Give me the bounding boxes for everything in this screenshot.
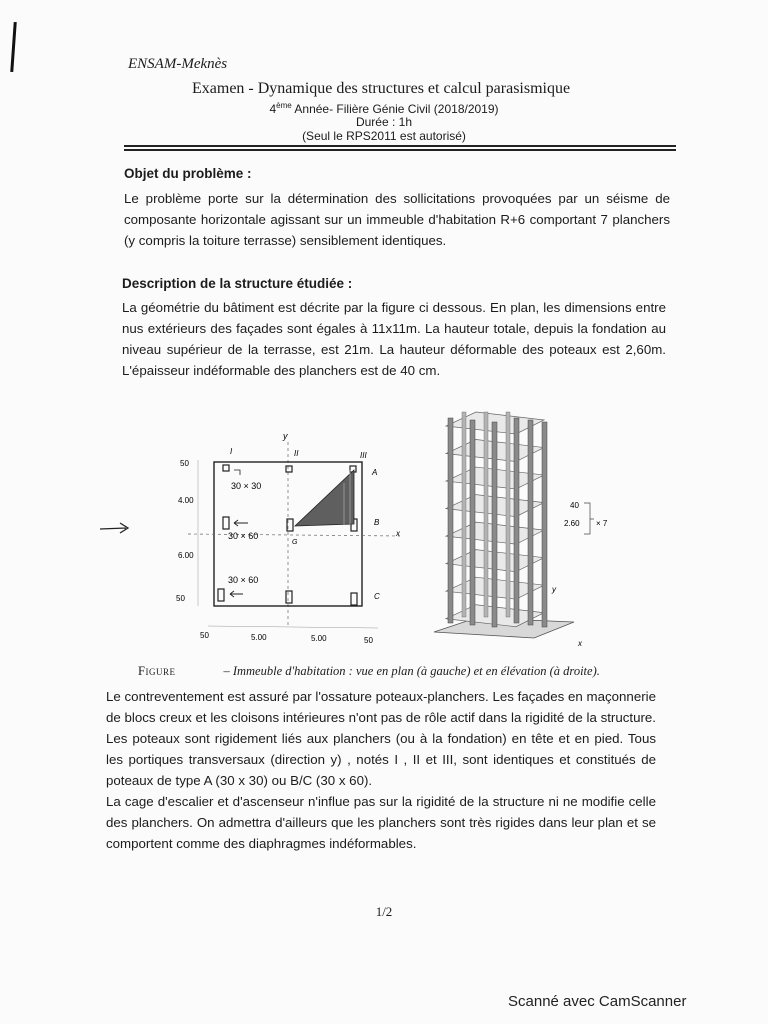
section-heading: Description de la structure étudiée : [122, 276, 353, 291]
column-c1 [218, 589, 224, 601]
line-label-b: B [374, 518, 380, 527]
dim-left-2: 4.00 [178, 496, 194, 505]
column-line [448, 418, 453, 623]
dim-bottom-2: 5.00 [251, 633, 267, 642]
figure-caption-label: Figure [138, 664, 176, 678]
column-line-back [484, 412, 488, 617]
camscanner-watermark: Scanné avec CamScanner [508, 993, 687, 1010]
frame-label-ii: II [294, 449, 299, 458]
body-paragraph-2: La cage d'escalier et d'ascenseur n'influe pas sur la rigidité de la structure ni ne modifie celle des planchers. On admettra d'ailleurs que les planchers sont très rigides dans leur plan et se comportent comme des diaphragmes indéformables. [106, 794, 656, 851]
dim-bottom-3: 5.00 [311, 634, 327, 643]
year-line: 4ème Année- Filière Génie Civil (2018/2019) [269, 101, 499, 116]
column-a1 [223, 465, 229, 471]
dim-bottom-1: 50 [200, 631, 209, 640]
elevation-axis-x-label: x [578, 639, 582, 648]
section-paragraph: La géométrie du bâtiment est décrite par la figure ci dessous. En plan, les dimensions entre nus extérieurs des façades sont égales à 11x11m. La hauteur totale, depuis la fondation au niveau supérieur de la terrasse, est 21m. La hauteur déformable des poteaux est 2,60m. L'épaisseur indéformable des planchers est de 40 cm. [122, 300, 666, 378]
plan-view-figure [168, 428, 408, 648]
scan-pen-mark [10, 22, 16, 72]
column-line [514, 418, 519, 623]
column-line [528, 420, 533, 625]
dim-slab-thickness: 40 [570, 501, 579, 510]
line-label-a: A [372, 468, 378, 477]
column-c-section: 30 × 60 [228, 575, 259, 585]
storey-multiplier: × 7 [596, 519, 608, 528]
load-triangle [295, 470, 354, 526]
dim-left-3: 6.00 [178, 551, 194, 560]
column-line [470, 420, 475, 625]
header-rule-bottom [124, 149, 676, 151]
column-line [542, 422, 547, 627]
figure-caption-text: – Immeuble d'habitation : vue en plan (à gauche) et en élévation (à droite). [223, 664, 600, 678]
body-text-block [106, 686, 656, 854]
column-line [492, 422, 497, 627]
center-g-label: G [292, 539, 298, 546]
section-description [122, 276, 666, 381]
page-number: 1/2 [375, 904, 393, 919]
frame-label-i: I [230, 447, 233, 456]
column-c3 [351, 593, 357, 605]
elevation-tower [434, 412, 574, 638]
margin-arrow-mark [98, 520, 134, 536]
frame-label-iii: III [360, 451, 367, 460]
elevation-axis-y-label: y [552, 585, 556, 594]
column-line-back [462, 412, 466, 617]
column-a2 [286, 466, 292, 472]
dim-storey-height: 2.60 [564, 519, 580, 528]
section-heading: Objet du problème : [124, 166, 252, 181]
duration: Durée : 1h [355, 115, 413, 129]
column-b-section: 30 × 60 [228, 531, 259, 541]
dim-left-4: 50 [176, 594, 185, 603]
body-paragraph-1: Le contreventement est assuré par l'ossature poteaux-planchers. Les façades en maçonnerie de blocs creux et les cloisons intérieures n'ont pas de rôle actif dans la rigidité de la structure. Les poteaux sont rigidement liés aux planchers (ou à la fondation) en tête et en pied. Tous les portiques transversaux (direction y) , notés I , II et III, sont identiques et constitués de poteaux de type A (30 x 30) ou B/C (30 x 60). [106, 689, 656, 788]
school-name: ENSAM-Meknès [128, 56, 228, 72]
elevation-view-figure [424, 400, 624, 650]
column-b1 [223, 517, 229, 529]
header-rule-top [124, 145, 676, 147]
authorized-note: (Seul le RPS2011 est autorisé) [302, 129, 466, 143]
plan-axis-y-label: y [283, 431, 288, 441]
column-line-back [506, 412, 510, 617]
exam-title: Examen - Dynamique des structures et calcul parasismique [192, 80, 571, 97]
dim-left-1: 50 [180, 459, 189, 468]
line-label-c: C [374, 592, 380, 601]
column-a-section: 30 × 30 [231, 481, 262, 491]
plan-axis-x-label: x [396, 529, 400, 538]
figure-caption [138, 664, 600, 679]
column-c2 [286, 591, 292, 603]
section-objet [124, 166, 670, 251]
dim-bottom-4: 50 [364, 636, 373, 645]
section-paragraph: Le problème porte sur la détermination des sollicitations provoquées par un séisme de composante horizontale agissant sur un immeuble d'habitation R+6 comportant 7 planchers (y compris la toiture terrasse) sensiblement identiques. [124, 191, 670, 248]
